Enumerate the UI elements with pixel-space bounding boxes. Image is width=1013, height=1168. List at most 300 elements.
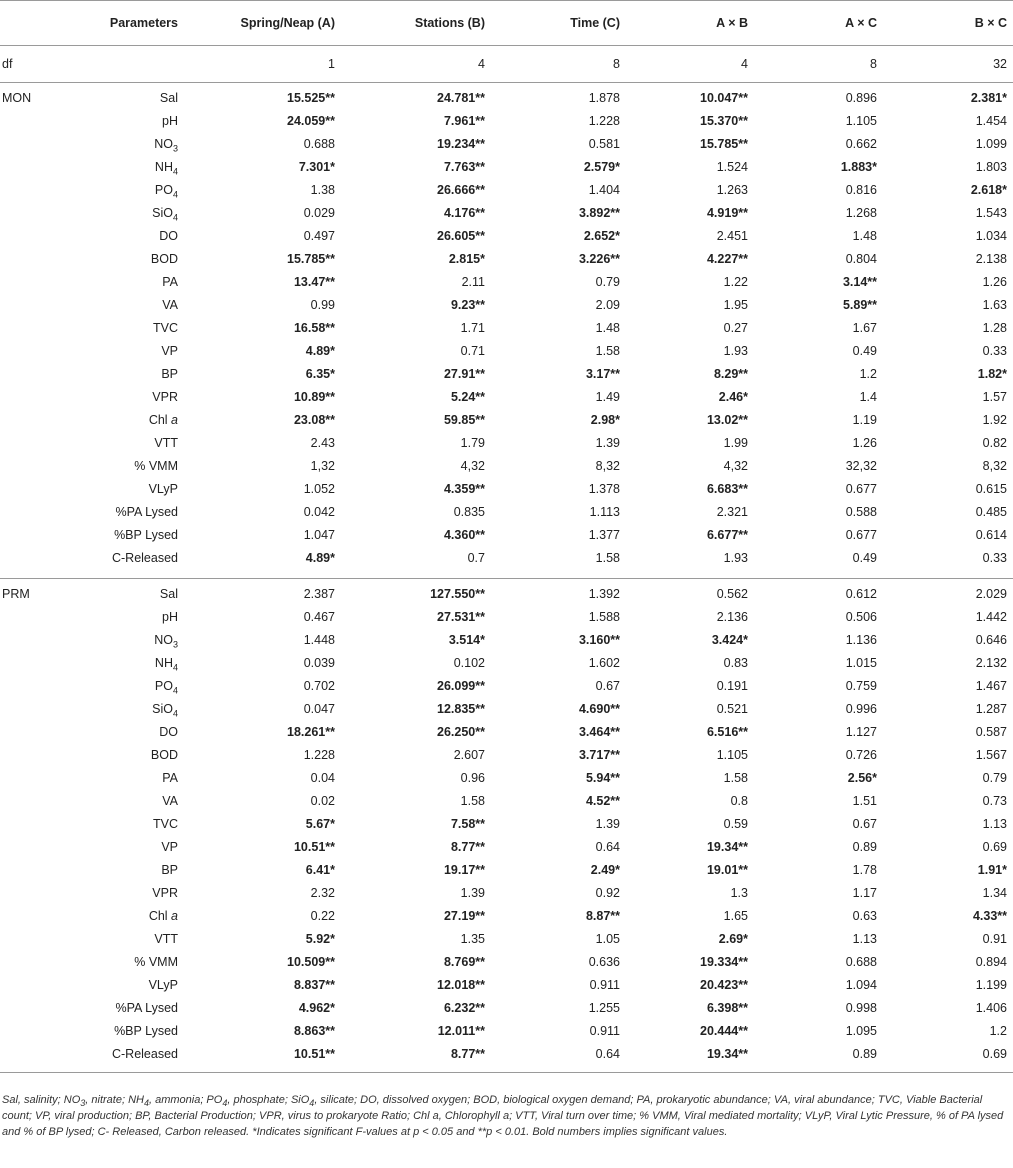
- parameter-name: [60, 859, 184, 882]
- table-row: [0, 790, 1013, 813]
- value-cell: 0.688: [845, 955, 877, 969]
- value-cell: 18.261**: [287, 725, 335, 739]
- value-cell: 1.58: [460, 794, 485, 808]
- value-cell: 0.92: [595, 886, 620, 900]
- table-row: [0, 1043, 1013, 1073]
- value-cell: 15.525**: [287, 91, 335, 105]
- parameter-name: [60, 432, 184, 455]
- value-cell: 0.896: [845, 91, 877, 105]
- value-cell: 0.804: [845, 252, 877, 266]
- value-cell: 0.27: [723, 321, 748, 335]
- value-cell: 1.034: [975, 229, 1007, 243]
- value-cell: 8.769**: [443, 955, 485, 969]
- table-row: [0, 110, 1013, 133]
- group-label: [0, 271, 60, 294]
- table-body: [0, 46, 1013, 1073]
- table-row: [0, 951, 1013, 974]
- value-cell: 1.105: [845, 114, 877, 128]
- value-cell: 1.442: [975, 610, 1007, 624]
- value-cell: 26.605**: [437, 229, 485, 243]
- value-cell: 4.33**: [972, 909, 1007, 923]
- value-cell: 3.14**: [842, 275, 877, 289]
- parameter-label: PA: [162, 275, 178, 289]
- value-cell: 23.08**: [293, 413, 335, 427]
- value-cell: 0.99: [310, 298, 335, 312]
- value-cell: 1.82*: [977, 367, 1007, 381]
- parameter-subscript: 4: [172, 166, 178, 177]
- value-cell: 2.69*: [718, 932, 748, 946]
- value-cell: 1.79: [460, 436, 485, 450]
- table-row: [0, 83, 1013, 111]
- value-cell: 1.38: [310, 183, 335, 197]
- parameter-name: [60, 606, 184, 629]
- table-row: [0, 974, 1013, 997]
- group-label: [0, 179, 60, 202]
- value-cell: 1.39: [595, 817, 620, 831]
- value-cell: 0.22: [310, 909, 335, 923]
- header-cell: A × B: [626, 1, 754, 46]
- group-label: [0, 363, 60, 386]
- table-row: [0, 997, 1013, 1020]
- value-cell: 1.015: [845, 656, 877, 670]
- table-row: [0, 455, 1013, 478]
- parameter-label: pH: [162, 610, 178, 624]
- parameter-name: [60, 905, 184, 928]
- table-row: [0, 652, 1013, 675]
- parameter-label: VA: [162, 794, 178, 808]
- value-cell: 5.94**: [585, 771, 620, 785]
- df-row: [0, 46, 1013, 83]
- value-cell: 0.96: [460, 771, 485, 785]
- value-cell: 4.227**: [706, 252, 748, 266]
- value-cell: 1.05: [595, 932, 620, 946]
- parameter-label: TVC: [153, 817, 178, 831]
- group-label: PRM: [2, 587, 30, 601]
- value-cell: 1.49: [595, 390, 620, 404]
- parameter-name: [60, 110, 184, 133]
- value-cell: 1.13: [982, 817, 1007, 831]
- table-row: [0, 629, 1013, 652]
- value-cell: 1.878: [588, 91, 620, 105]
- group-label: [0, 629, 60, 652]
- value-cell: 0.89: [852, 840, 877, 854]
- value-cell: 0.662: [845, 137, 877, 151]
- value-cell: 1.113: [589, 505, 620, 519]
- value-cell: 0.646: [975, 633, 1007, 647]
- parameter-name: [60, 698, 184, 721]
- value-cell: 12.018**: [437, 978, 485, 992]
- value-cell: 1.71: [460, 321, 485, 335]
- group-label: [0, 928, 60, 951]
- value-cell: 1.228: [303, 748, 335, 762]
- group-label: [0, 675, 60, 698]
- parameter-name: [60, 928, 184, 951]
- value-cell: 0.467: [303, 610, 335, 624]
- value-cell: 5.24**: [450, 390, 485, 404]
- value-cell: 0.587: [975, 725, 1007, 739]
- df-label: df: [0, 46, 60, 83]
- value-cell: 0.996: [845, 702, 877, 716]
- value-cell: 0.91: [982, 932, 1007, 946]
- parameter-label: BOD: [150, 748, 178, 762]
- parameter-label: pH: [162, 114, 178, 128]
- value-cell: 1.65: [723, 909, 748, 923]
- parameter-label: VA: [162, 298, 178, 312]
- table-row: [0, 225, 1013, 248]
- value-cell: 26.099**: [437, 679, 485, 693]
- value-cell: 1.883*: [840, 160, 877, 174]
- parameter-label: Chl: [148, 413, 172, 427]
- value-cell: 0.69: [883, 1043, 1013, 1073]
- parameter-label: C-Released: [111, 1047, 178, 1061]
- value-cell: 1.404: [588, 183, 620, 197]
- table-row: [0, 409, 1013, 432]
- value-cell: 1.48: [852, 229, 877, 243]
- parameter-label: SiO: [152, 702, 173, 716]
- value-cell: 3.514*: [448, 633, 485, 647]
- parameter-name: [60, 455, 184, 478]
- table-row: [0, 478, 1013, 501]
- parameter-name: [60, 271, 184, 294]
- value-cell: 3.464**: [578, 725, 620, 739]
- value-cell: 1.136: [845, 633, 877, 647]
- parameter-name: [60, 951, 184, 974]
- parameter-name: [60, 675, 184, 698]
- value-cell: 1.51: [852, 794, 877, 808]
- value-cell: 1.263: [716, 183, 748, 197]
- df-cell: 1: [184, 46, 341, 83]
- value-cell: 1.543: [975, 206, 1007, 220]
- value-cell: 1.2: [989, 1024, 1007, 1038]
- value-cell: 2.98*: [590, 413, 620, 427]
- value-cell: 6.398**: [706, 1001, 748, 1015]
- value-cell: 2.138: [975, 252, 1007, 266]
- value-cell: 4.89*: [305, 344, 335, 358]
- value-cell: 1.454: [975, 114, 1007, 128]
- parameter-subscript: 4: [172, 189, 178, 200]
- value-cell: 0.816: [845, 183, 877, 197]
- value-cell: 16.58**: [293, 321, 335, 335]
- value-cell: 0.039: [303, 656, 335, 670]
- parameter-name: [60, 501, 184, 524]
- value-cell: 1.57: [982, 390, 1007, 404]
- group-label: [0, 744, 60, 767]
- value-cell: 0.029: [303, 206, 335, 220]
- parameter-name: [60, 317, 184, 340]
- value-cell: 0.894: [975, 955, 1007, 969]
- value-cell: 1.93: [723, 344, 748, 358]
- header-cell: B × C: [883, 1, 1013, 46]
- parameter-label: %BP Lysed: [114, 1024, 178, 1038]
- parameter-name: [60, 721, 184, 744]
- value-cell: 8.837**: [293, 978, 335, 992]
- value-cell: 6.516**: [706, 725, 748, 739]
- parameter-label: Sal: [159, 587, 178, 601]
- table-row: [0, 721, 1013, 744]
- value-cell: 0.677: [845, 528, 877, 542]
- table-row: [0, 606, 1013, 629]
- value-cell: 19.234**: [437, 137, 485, 151]
- group-label: MON: [2, 91, 32, 105]
- value-cell: 1.199: [975, 978, 1007, 992]
- value-cell: 19.34**: [706, 840, 748, 854]
- value-cell: 1.105: [716, 748, 748, 762]
- group-label: [0, 340, 60, 363]
- parameter-label: TVC: [153, 321, 178, 335]
- parameter-label: NH: [154, 656, 173, 670]
- group-label: [0, 478, 60, 501]
- value-cell: 0.521: [716, 702, 748, 716]
- parameter-label: BP: [161, 367, 178, 381]
- value-cell: 1.524: [716, 160, 748, 174]
- parameter-label: NH: [154, 160, 173, 174]
- header-cell: Stations (B): [341, 1, 491, 46]
- value-cell: 15.785**: [287, 252, 335, 266]
- table-row: [0, 271, 1013, 294]
- value-cell: 1.26: [982, 275, 1007, 289]
- value-cell: 4,32: [460, 459, 485, 473]
- value-cell: 1.39: [460, 886, 485, 900]
- value-cell: 0.677: [845, 482, 877, 496]
- value-cell: 9.23**: [450, 298, 485, 312]
- group-label: [0, 721, 60, 744]
- value-cell: 2.49*: [590, 863, 620, 877]
- parameter-label: PO: [154, 183, 173, 197]
- value-cell: 0.614: [975, 528, 1007, 542]
- value-cell: 1.93: [626, 547, 754, 579]
- group-label: [0, 409, 60, 432]
- group-label: [0, 501, 60, 524]
- value-cell: 7.763**: [443, 160, 485, 174]
- value-cell: 0.64: [595, 840, 620, 854]
- table-row: [0, 813, 1013, 836]
- parameter-name: [60, 363, 184, 386]
- parameter-label: PA: [162, 771, 178, 785]
- parameter-label: VLyP: [148, 482, 178, 496]
- value-cell: 0.69: [982, 840, 1007, 854]
- table-row: [0, 179, 1013, 202]
- value-cell: 2.32: [310, 886, 335, 900]
- parameter-name: [60, 225, 184, 248]
- value-cell: 1.91*: [977, 863, 1007, 877]
- parameter-name: [60, 547, 184, 579]
- group-label: [0, 1043, 60, 1073]
- group-label: [0, 813, 60, 836]
- table-row: [0, 882, 1013, 905]
- value-cell: 0.63: [852, 909, 877, 923]
- parameter-name: [60, 248, 184, 271]
- header-cell: Time (C): [491, 1, 626, 46]
- value-cell: 0.73: [982, 794, 1007, 808]
- value-cell: 2.43: [310, 436, 335, 450]
- group-label: [0, 547, 60, 579]
- group-label: [0, 524, 60, 547]
- value-cell: 0.911: [589, 978, 620, 992]
- value-cell: 5.92*: [305, 932, 335, 946]
- value-cell: 15.370**: [700, 114, 748, 128]
- parameter-name: [60, 744, 184, 767]
- table-row: [0, 202, 1013, 225]
- value-cell: 0.506: [845, 610, 877, 624]
- table-row: [0, 675, 1013, 698]
- value-cell: 1.099: [975, 137, 1007, 151]
- parameter-name: [60, 813, 184, 836]
- value-cell: 0.702: [303, 679, 335, 693]
- value-cell: 1,32: [310, 459, 335, 473]
- parameter-label: DO: [159, 229, 178, 243]
- value-cell: 1.22: [723, 275, 748, 289]
- value-cell: 1.28: [982, 321, 1007, 335]
- value-cell: 0.497: [303, 229, 335, 243]
- value-cell: 8.87**: [585, 909, 620, 923]
- parameter-name: [60, 652, 184, 675]
- group-label: [0, 455, 60, 478]
- value-cell: 2.56*: [847, 771, 877, 785]
- value-cell: 0.042: [303, 505, 335, 519]
- parameter-label: VPR: [152, 886, 178, 900]
- value-cell: 0.02: [310, 794, 335, 808]
- group-label: [0, 1020, 60, 1043]
- parameter-label: % VMM: [134, 955, 178, 969]
- value-cell: 1.567: [975, 748, 1007, 762]
- parameter-name: [60, 579, 184, 607]
- table-row: [0, 698, 1013, 721]
- parameter-label: C-Released: [111, 551, 178, 565]
- parameter-name: [60, 997, 184, 1020]
- group-label: [0, 606, 60, 629]
- value-cell: 6.677**: [706, 528, 748, 542]
- header-cell: Parameters: [60, 1, 184, 46]
- df-cell: 8: [491, 46, 626, 83]
- value-cell: 10.51**: [293, 840, 335, 854]
- value-cell: 20.423**: [700, 978, 748, 992]
- parameter-name: [60, 974, 184, 997]
- value-cell: 1.255: [588, 1001, 620, 1015]
- df-cell: 8: [754, 46, 883, 83]
- group-label: [0, 974, 60, 997]
- group-label: [0, 698, 60, 721]
- parameter-name: [60, 836, 184, 859]
- parameter-label: VTT: [154, 932, 178, 946]
- group-label: [0, 882, 60, 905]
- parameter-name: [60, 294, 184, 317]
- value-cell: 0.33: [883, 547, 1013, 579]
- value-cell: 19.17**: [443, 863, 485, 877]
- value-cell: 2.387: [303, 587, 335, 601]
- table-row: [0, 1020, 1013, 1043]
- value-cell: 0.49: [852, 344, 877, 358]
- value-cell: 1.047: [303, 528, 335, 542]
- value-cell: 26.250**: [437, 725, 485, 739]
- value-cell: 2.618*: [970, 183, 1007, 197]
- parameter-label: %BP Lysed: [114, 528, 178, 542]
- table-row: [0, 836, 1013, 859]
- value-cell: 2.321: [716, 505, 748, 519]
- parameter-italic: a: [171, 909, 178, 923]
- value-cell: 1.39: [595, 436, 620, 450]
- value-cell: 0.759: [845, 679, 877, 693]
- value-cell: 1.17: [852, 886, 877, 900]
- table-row: [0, 133, 1013, 156]
- table-row: [0, 859, 1013, 882]
- value-cell: 1.228: [588, 114, 620, 128]
- parameter-subscript: 4: [172, 662, 178, 673]
- value-cell: 0.8: [730, 794, 748, 808]
- value-cell: 0.79: [982, 771, 1007, 785]
- value-cell: 0.59: [723, 817, 748, 831]
- value-cell: 19.334**: [700, 955, 748, 969]
- df-cell: 4: [626, 46, 754, 83]
- table-row: [0, 317, 1013, 340]
- parameter-label: VLyP: [148, 978, 178, 992]
- value-cell: 0.7: [341, 547, 491, 579]
- table-row: [0, 501, 1013, 524]
- value-cell: 8,32: [982, 459, 1007, 473]
- value-cell: 1.378: [588, 482, 620, 496]
- value-cell: 1.287: [975, 702, 1007, 716]
- parameter-name: [60, 179, 184, 202]
- value-cell: 1.48: [595, 321, 620, 335]
- value-cell: 0.83: [723, 656, 748, 670]
- value-cell: 2.09: [595, 298, 620, 312]
- value-cell: 1.3: [730, 886, 748, 900]
- group-label: [0, 294, 60, 317]
- parameter-name: [60, 409, 184, 432]
- value-cell: 2.381*: [970, 91, 1007, 105]
- table-row: [0, 294, 1013, 317]
- value-cell: 0.911: [589, 1024, 620, 1038]
- value-cell: 1.26: [852, 436, 877, 450]
- value-cell: 1.67: [852, 321, 877, 335]
- table-row: [0, 767, 1013, 790]
- parameter-label: Sal: [159, 91, 178, 105]
- table-row: [0, 386, 1013, 409]
- value-cell: 8.863**: [293, 1024, 335, 1038]
- parameter-label: VP: [161, 840, 178, 854]
- value-cell: 1.4: [859, 390, 877, 404]
- value-cell: 1.58: [595, 344, 620, 358]
- value-cell: 0.998: [845, 1001, 877, 1015]
- parameter-name: [60, 629, 184, 652]
- value-cell: 0.612: [845, 587, 877, 601]
- value-cell: 0.71: [460, 344, 485, 358]
- value-cell: 6.41*: [305, 863, 335, 877]
- table-row: [0, 928, 1013, 951]
- value-cell: 7.301*: [298, 160, 335, 174]
- value-cell: 32,32: [845, 459, 877, 473]
- value-cell: 27.531**: [437, 610, 485, 624]
- table-row: [0, 363, 1013, 386]
- value-cell: 26.666**: [437, 183, 485, 197]
- value-cell: 5.89**: [842, 298, 877, 312]
- parameter-name: [60, 340, 184, 363]
- value-cell: 1.78: [852, 863, 877, 877]
- group-label: [0, 202, 60, 225]
- parameter-label: SiO: [152, 206, 173, 220]
- value-cell: 7.58**: [450, 817, 485, 831]
- parameter-name: [60, 882, 184, 905]
- value-cell: 2.029: [975, 587, 1007, 601]
- value-cell: 2.652*: [583, 229, 620, 243]
- value-cell: 8,32: [595, 459, 620, 473]
- value-cell: 7.961**: [443, 114, 485, 128]
- value-cell: 4.359**: [443, 482, 485, 496]
- parameter-label: VTT: [154, 436, 178, 450]
- value-cell: 1.2: [859, 367, 877, 381]
- parameter-name: [60, 1020, 184, 1043]
- group-label: [0, 432, 60, 455]
- value-cell: 10.89**: [293, 390, 335, 404]
